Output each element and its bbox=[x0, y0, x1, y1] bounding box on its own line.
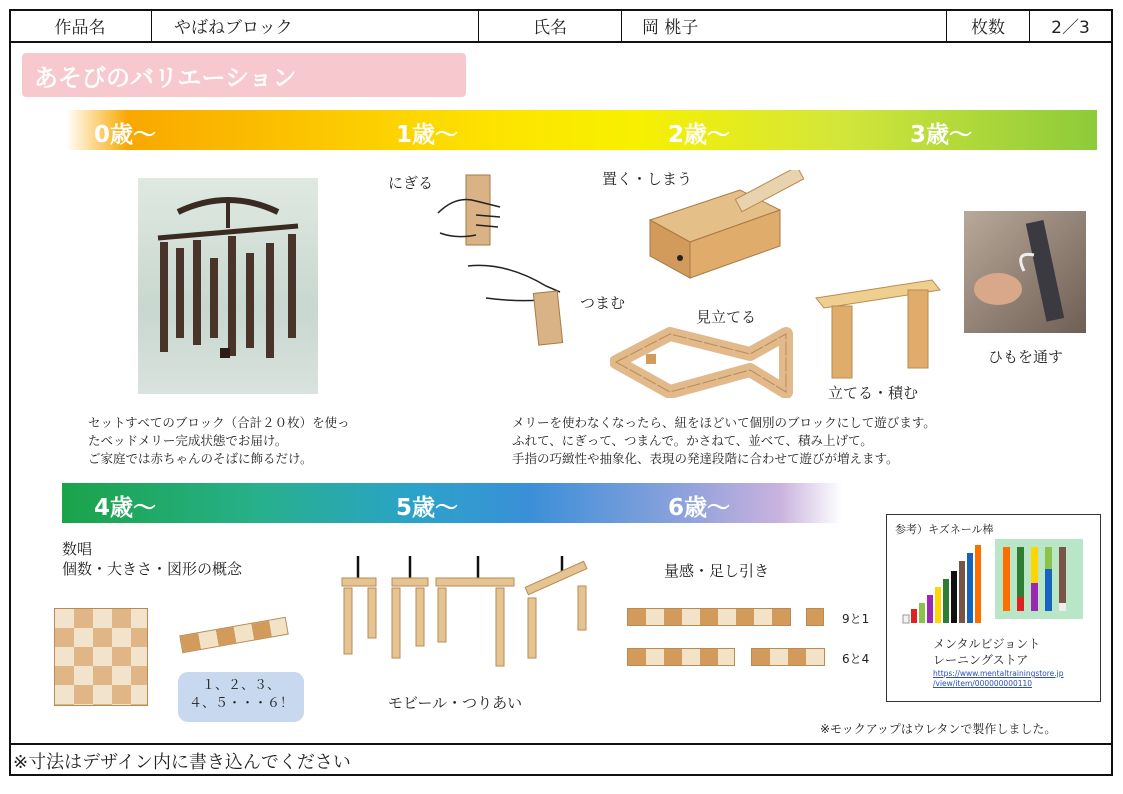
one-block bbox=[806, 608, 824, 626]
work-name: やばねブロック bbox=[152, 9, 479, 41]
label-numbers-2: 個数・大きさ・図形の概念 bbox=[62, 560, 243, 578]
desc-left-3: ご家庭では赤ちゃんのそばに飾るだけ。 bbox=[88, 451, 313, 466]
age-label-5: 5歳～ bbox=[396, 495, 459, 521]
speech-bubble bbox=[178, 672, 304, 722]
reference-store-1: メンタルビジョント bbox=[933, 637, 1041, 651]
desc-left-1: セットすべてのブロック（合計２０枚）を使っ bbox=[88, 415, 350, 430]
box-illustration bbox=[640, 170, 805, 280]
cuisenaire-pairs-image bbox=[995, 539, 1083, 619]
label-numbers-1: 数唱 bbox=[62, 540, 93, 558]
six-blocks-row bbox=[627, 648, 735, 666]
work-name-label: 作品名 bbox=[9, 9, 152, 41]
label-pinch: つまむ bbox=[580, 294, 626, 312]
author-name: 岡 桃子 bbox=[622, 9, 947, 41]
checker-blocks bbox=[54, 608, 148, 706]
reference-store-2: レーニングストア bbox=[933, 653, 1029, 667]
reference-title: 参考）キズネール棒 bbox=[895, 523, 994, 536]
age-band-top bbox=[66, 110, 1097, 150]
age-band-bottom bbox=[62, 483, 842, 523]
pinch-illustration bbox=[466, 262, 576, 348]
desc-right-2: ふれて、にぎって、つまんで。かさねて、並べて、積み上げて。 bbox=[512, 433, 873, 448]
label-stand: 立てる・積む bbox=[828, 384, 919, 402]
bed-mobile-photo bbox=[138, 178, 318, 394]
nine-blocks-row bbox=[627, 608, 791, 626]
header-table bbox=[9, 9, 1113, 43]
age-label-4: 4歳～ bbox=[94, 495, 157, 521]
bubble-line-2: ４、５・・・６！ bbox=[188, 696, 293, 711]
bubble-line-1: １、２、３、 bbox=[201, 678, 280, 693]
stool-illustration bbox=[814, 276, 942, 380]
age-label-6: 6歳～ bbox=[668, 495, 731, 521]
author-label: 氏名 bbox=[479, 9, 622, 41]
label-string: ひもを通す bbox=[988, 348, 1064, 366]
desc-right-1: メリーを使わなくなったら、紐をほどいて個別のブロックにして遊びます。 bbox=[512, 415, 936, 430]
age-label-0: 0歳～ bbox=[94, 122, 157, 148]
grip-illustration bbox=[436, 173, 506, 247]
reference-url-2[interactable]: /view/item/000000000110 bbox=[933, 679, 1033, 688]
label-quantity: 量感・足し引き bbox=[664, 562, 770, 580]
label-grip: にぎる bbox=[388, 174, 434, 192]
age-label-3: 3歳～ bbox=[910, 122, 973, 148]
reference-box bbox=[886, 514, 1101, 702]
label-mitate: 見立てる bbox=[696, 308, 757, 326]
desc-left-2: たベッドメリー完成状態でお届け。 bbox=[88, 433, 288, 448]
reference-url-1[interactable]: https://www.mentaltrainingstore.jp bbox=[933, 669, 1064, 678]
footer-note: ※寸法はデザイン内に書き込んでください bbox=[9, 743, 1113, 776]
label-mobile: モビール・つりあい bbox=[388, 694, 523, 712]
section-title: あそびのバリエーション bbox=[22, 53, 466, 97]
four-blocks-row bbox=[751, 648, 825, 666]
mockup-note: ※モックアップはウレタンで製作しました。 bbox=[820, 722, 1057, 736]
sheets-label: 枚数 bbox=[947, 9, 1030, 41]
label-place: 置く・しまう bbox=[602, 170, 693, 188]
cuisenaire-rods-image bbox=[899, 541, 989, 627]
fish-illustration bbox=[610, 326, 800, 398]
balance-illustration bbox=[340, 556, 590, 670]
sheets-count: 2／3 bbox=[1051, 17, 1090, 38]
label-nine-one: 9と1 bbox=[842, 612, 870, 626]
label-six-four: 6と4 bbox=[842, 652, 870, 666]
desc-right-3: 手指の巧緻性や抽象化、表現の発達段階に合わせて遊びが増えます。 bbox=[512, 451, 899, 466]
age-label-1: 1歳～ bbox=[396, 122, 459, 148]
string-photo bbox=[964, 211, 1086, 333]
age-label-2: 2歳～ bbox=[668, 122, 731, 148]
